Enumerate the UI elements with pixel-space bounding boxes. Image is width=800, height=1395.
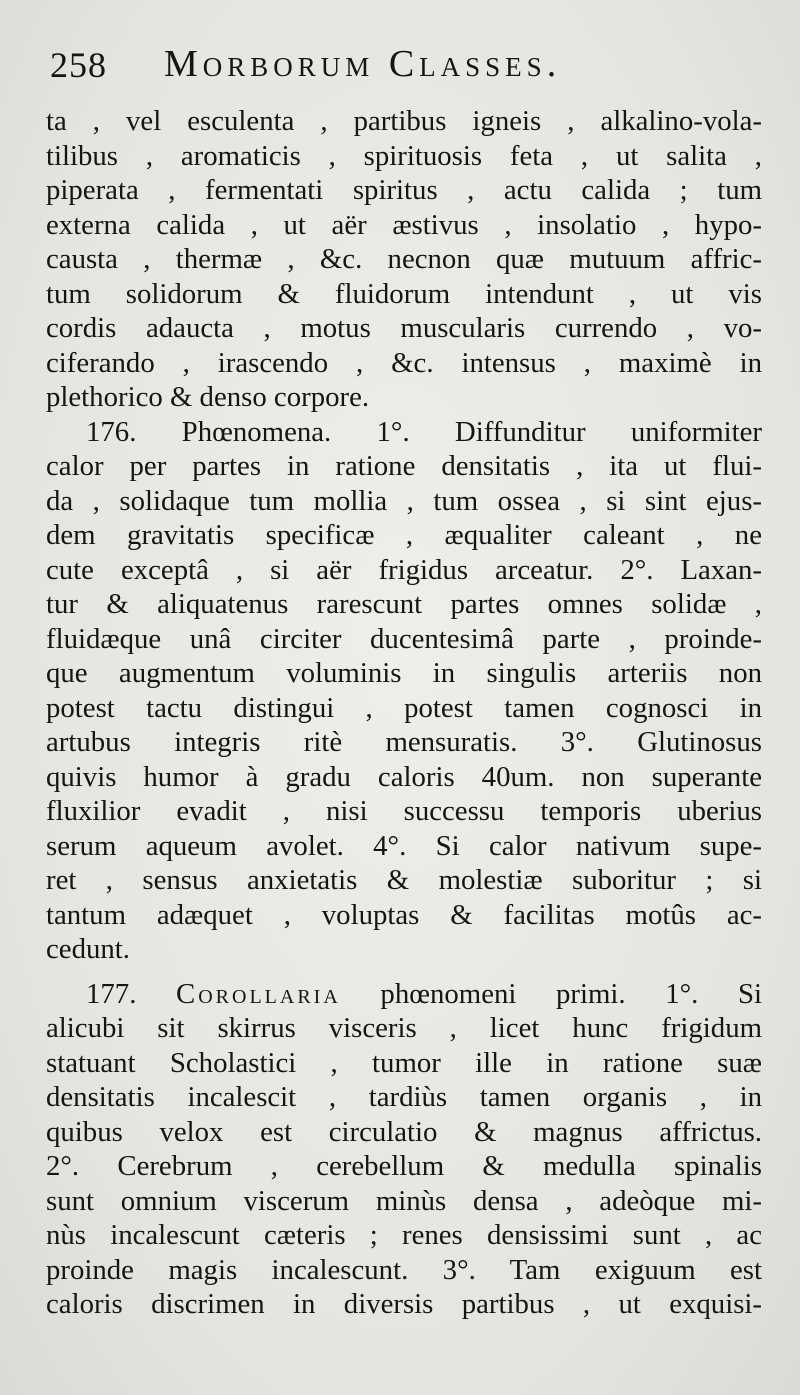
text-line: ret , sensus anxietatis & molestiæ suboritur ; si <box>46 864 762 896</box>
running-head: Morborum Classes. <box>164 43 562 85</box>
paragraph-continuation <box>46 104 762 415</box>
text-fragment: phœnomeni primi. 1°. Si <box>380 977 762 1010</box>
text-line: ciferando , irascendo , &c. intensus , maximè in <box>46 346 762 379</box>
text-line: cedunt. <box>46 933 130 965</box>
text-line: sunt omnium viscerum minùs densa , adeòque mi- <box>46 1184 762 1217</box>
text-line: statuant Scholastici , tumor ille in ratione suæ <box>46 1046 762 1079</box>
text-line: piperata , fermentati spiritus , actu calida ; tum <box>46 174 762 206</box>
text-line: 2°. Cerebrum , cerebellum & medulla spinalis <box>46 1150 762 1182</box>
text-line: que augmentum voluminis in singulis arteriis non <box>46 657 762 689</box>
text-line: plethorico & denso corpore. <box>46 381 370 413</box>
section-number: 177. <box>86 977 137 1010</box>
text-line: dem gravitatis specificæ , æqualiter caleant , ne <box>46 519 762 551</box>
text-line: cordis adaucta , motus muscularis currendo , vo- <box>46 312 762 344</box>
text-line: nùs incalescunt cæteris ; renes densissimi sunt , ac <box>46 1219 762 1251</box>
text-line: proinde magis incalescunt. 3°. Tam exiguum est <box>46 1253 762 1286</box>
text-line: externa calida , ut aër æstivus , insolatio , hypo- <box>46 208 762 241</box>
text-line: densitatis incalescit , tardiùs tamen organis , in <box>46 1081 762 1113</box>
page-number: 258 <box>50 45 107 85</box>
text-line: tantum adæquet , voluptas & facilitas motûs ac- <box>46 898 762 931</box>
text-line: tilibus , aromaticis , spirituosis feta , ut salita , <box>46 139 762 172</box>
paragraph-gap <box>46 967 762 977</box>
text-line: quivis humor à gradu caloris 40um. non superante <box>46 760 762 793</box>
text-line: fluidæque unâ circiter ducentesimâ parte , proinde- <box>46 622 762 655</box>
text-line: cute exceptâ , si aër frigidus arceatur. 2°. Laxan- <box>46 553 762 586</box>
text-line: artubus integris ritè mensuratis. 3°. Glutinosus <box>46 726 762 758</box>
text-line: caloris discrimen in diversis partibus , ut exquisi- <box>46 1288 762 1320</box>
text-line: serum aqueum avolet. 4°. Si calor nativum supe- <box>46 829 762 862</box>
text-line: alicubi sit skirrus visceris , licet hunc frigidum <box>46 1012 762 1044</box>
text-line: fluxilior evadit , nisi successu temporis uberius <box>46 795 762 827</box>
text-line: tum solidorum & fluidorum intendunt , ut vis <box>46 277 762 310</box>
paragraph-177 <box>46 977 762 1322</box>
text-line: potest tactu distingui , potest tamen cognosci in <box>46 691 762 724</box>
text-line: tur & aliquatenus rarescunt partes omnes solidæ , <box>46 588 762 620</box>
text-line: ta , vel esculenta , partibus igneis , alkalino-vola- <box>46 105 762 137</box>
text-line: quibus velox est circulatio & magnus affrictus. <box>46 1115 762 1148</box>
text-line: causta , thermæ , &c. necnon quæ mutuum affric- <box>46 243 762 275</box>
page-header <box>46 40 762 104</box>
text-line: 176. Phœnomena. 1°. Diffunditur uniformiter <box>86 415 762 448</box>
page-body <box>46 104 762 1322</box>
section-heading: Corollaria <box>176 977 341 1010</box>
paragraph-176 <box>46 415 762 967</box>
text-line: da , solidaque tum mollia , tum ossea , si sint ejus- <box>46 484 762 517</box>
text-line: calor per partes in ratione densitatis , ita ut flui- <box>46 450 762 482</box>
text-line <box>46 977 762 1012</box>
